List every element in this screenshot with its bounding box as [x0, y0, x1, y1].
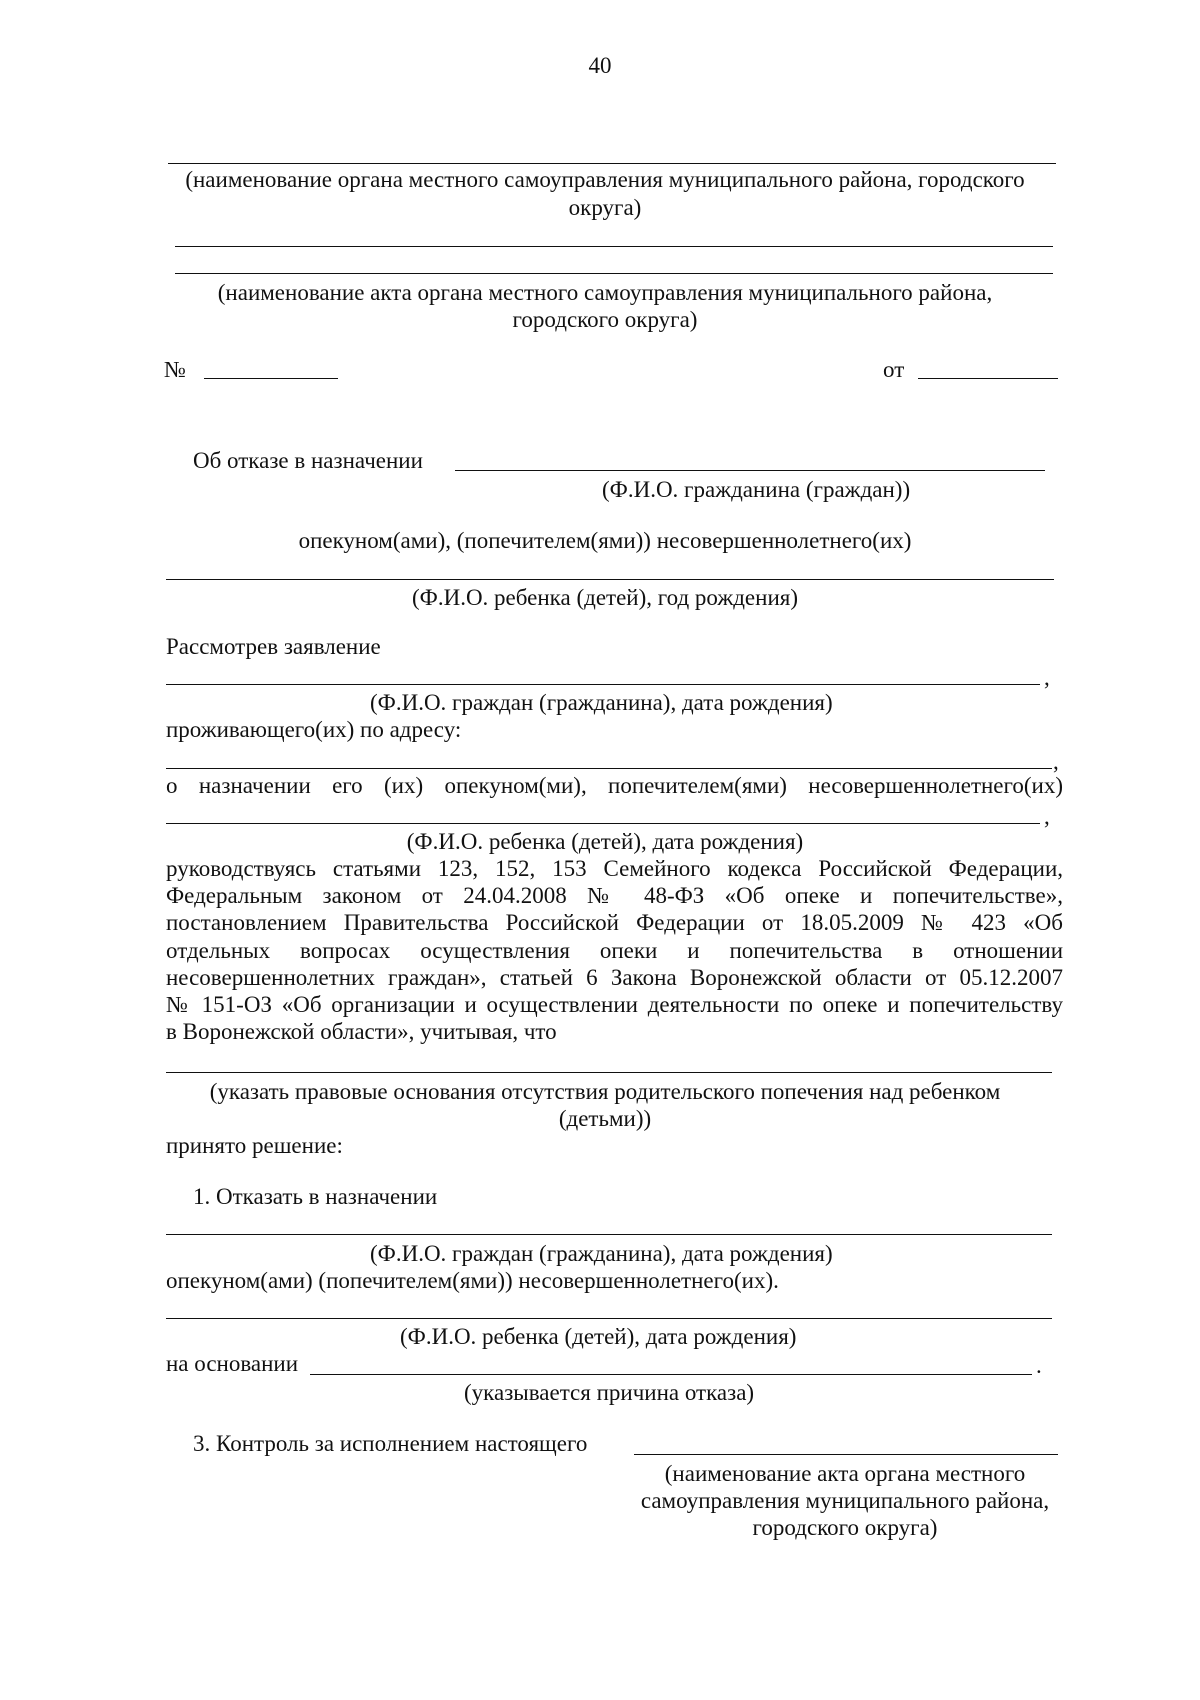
citizens-caption: (Ф.И.О. граждан (гражданина), дата рождения)	[370, 690, 833, 715]
citizen-name-line	[455, 470, 1045, 471]
child-name-line	[166, 579, 1054, 580]
comma-3: ,	[1044, 804, 1050, 829]
legal-basis-paragraph	[166, 855, 1063, 1045]
comma-2: ,	[1053, 749, 1059, 774]
grounds-line	[166, 1072, 1052, 1073]
child-birth-caption: (Ф.И.О. ребенка (детей), дата рождения)	[406, 829, 804, 854]
item3-label: 3. Контроль за исполнением настоящего	[193, 1431, 588, 1456]
item1-citizens-caption: (Ф.И.О. граждан (гражданина), дата рождения)	[370, 1241, 833, 1266]
item3-act-caption-line3: городского округа)	[752, 1515, 938, 1540]
act-caption-line1: (наименование акта органа местного самоуправления муниципального района,	[217, 280, 993, 305]
page-number: 40	[588, 53, 612, 78]
item1-label: 1. Отказать в назначении	[193, 1184, 438, 1209]
decision-label: принято решение:	[166, 1133, 343, 1158]
act-name-line-2	[175, 273, 1053, 274]
act-name-line-1	[175, 246, 1053, 247]
paragraph-row: в Воронежской области», учитывая, что	[166, 1019, 557, 1045]
date-line	[918, 378, 1058, 379]
citizen-caption: (Ф.И.О. гражданина (граждан))	[602, 477, 911, 502]
item3-act-caption-line1: (наименование акта органа местного	[664, 1461, 1026, 1486]
basis-period: .	[1036, 1353, 1042, 1378]
date-label: от	[883, 357, 905, 382]
paragraph-row: отдельных вопросах осуществления опеки и попечительства в отношении	[166, 937, 1063, 963]
applicants-line	[166, 684, 1040, 685]
paragraph-row: несовершеннолетних граждан», статьей 6 Закона Воронежской области от 05.12.2007	[166, 964, 1063, 990]
number-line	[204, 378, 338, 379]
child-caption: (Ф.И.О. ребенка (детей), год рождения)	[412, 585, 798, 610]
child-birth-line	[166, 823, 1040, 824]
address-line	[166, 768, 1052, 769]
item1-child-line	[166, 1318, 1052, 1319]
item1-guardian-line: опекуном(ами) (попечителем(ями)) несовершеннолетнего(их).	[166, 1268, 779, 1293]
reason-caption: (указывается причина отказа)	[464, 1380, 755, 1405]
basis-line	[310, 1374, 1032, 1375]
paragraph-row: Федеральным законом от 24.04.2008 № 48-ФЗ «Об опеке и попечительстве»,	[166, 883, 1063, 909]
item1-citizens-line	[166, 1234, 1052, 1235]
basis-label: на основании	[166, 1351, 299, 1376]
refusal-label: Об отказе в назначении	[193, 448, 423, 473]
residing-label: проживающего(их) по адресу:	[166, 717, 462, 742]
act-caption-line2: городского округа)	[512, 307, 698, 332]
paragraph-row: № 151-ОЗ «Об организации и осуществлении деятельности по опеке и попечительству	[166, 992, 1063, 1018]
paragraph-row: постановлением Правительства Российской Федерации от 18.05.2009 № 423 «Об	[166, 910, 1063, 936]
comma-1: ,	[1044, 665, 1050, 690]
item1-child-caption: (Ф.И.О. ребенка (детей), дата рождения)	[400, 1324, 797, 1349]
appointment-line: о назначении его (их) опекуном(ми), попечителем(ями) несовершеннолетнего(их)	[166, 773, 1063, 798]
grounds-caption-line1: (указать правовые основания отсутствия родительского попечения над ребенком	[209, 1079, 1001, 1104]
organ-caption-line2: округа)	[568, 195, 642, 220]
grounds-caption-line2: (детьми))	[558, 1106, 652, 1131]
guardian-line: опекуном(ами), (попечителем(ями)) несовершеннолетнего(их)	[298, 528, 912, 553]
number-label: №	[164, 357, 186, 382]
organ-caption-line1: (наименование органа местного самоуправления муниципального района, городского	[185, 167, 1025, 192]
organ-name-line	[168, 163, 1056, 164]
paragraph-row: руководствуясь статьями 123, 152, 153 Семейного кодекса Российской Федерации,	[166, 856, 1063, 881]
considered-label: Рассмотрев заявление	[166, 634, 381, 659]
item3-act-line	[634, 1454, 1058, 1455]
item3-act-caption-line2: самоуправления муниципального района,	[640, 1488, 1050, 1513]
